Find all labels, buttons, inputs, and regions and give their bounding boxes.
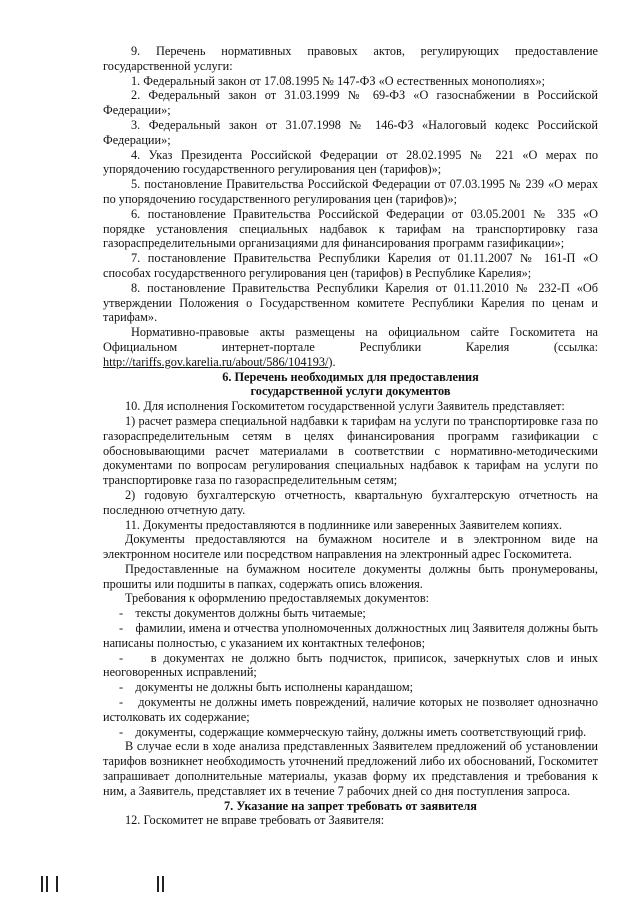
paragraph-10-item: 2) годовую бухгалтерскую отчетность, квартальную бухгалтерскую отчетность на последнюю отчетную дату. <box>103 487 598 517</box>
requirement-item <box>103 621 598 651</box>
laws-list <box>103 74 598 326</box>
requirements-title: Требования к оформлению предоставляемых документов: <box>125 591 430 606</box>
section-7-heading: 7. Указание на запрет требовать от заявителя <box>224 798 477 813</box>
requirement-item <box>103 680 598 695</box>
bullet-dash: - <box>119 695 124 710</box>
requirement-item <box>103 695 598 725</box>
bullet-dash: - <box>119 680 124 695</box>
paragraph-11-paper: Предоставленные на бумажном носителе документы должны быть пронумерованы, прошиты или подшиты в папках, содержать опись вложения. <box>103 561 598 591</box>
requirement-text: документы, содержащие коммерческую тайну, должны иметь соответствующий гриф. <box>135 724 587 739</box>
requirement-text: в документах не должно быть подчисток, приписок, зачеркнутых слов и иных неоговоренных исправлений; <box>103 650 599 680</box>
requirement-text: документы не должны иметь повреждений, наличие которых не позволяет однозначно истолковать их содержание; <box>103 695 598 724</box>
law-item: 5. постановление Правительства Российской Федерации от 07.03.1995 № 239 «О мерах по упорядочению государственного регулирования цен (тарифов)»; <box>103 177 598 206</box>
paragraph-9: 9. Перечень нормативных правовых актов, регулирующих предоставление государственной услуги: <box>103 44 598 73</box>
scan-edge-mark <box>46 876 48 892</box>
bullet-dash: - <box>119 650 124 665</box>
requirement-item <box>103 725 598 740</box>
document-body <box>103 44 598 828</box>
requirements-list <box>103 606 598 739</box>
section-6-heading-line-1: 6. Перечень необходимых для предоставления <box>222 369 479 384</box>
scan-edge-mark <box>56 876 58 892</box>
paragraph-11-forms: Документы предоставляются на бумажном носителе и в электронном виде на электронном носителе или посредством направления на электронный адрес Госкомитета. <box>103 532 598 562</box>
scan-edge-mark <box>157 876 159 892</box>
scan-edge-mark <box>41 876 43 892</box>
paragraph-10-item: 1) расчет размера специальной надбавки к тарифам на услуги по транспортировке газа по газораспределительным сетям в целях финансирования программ газификации с обосновывающими расчет материалами в соответствии с нормативно-методическими документами по вопросам регулирования специальных надбавок к тарифам на услуги по транспортировке газа по газораспределительным сетям; <box>103 413 598 488</box>
paragraph-11: 11. Документы предоставляются в подлиннике или заверенных Заявителем копиях. <box>125 517 562 532</box>
paragraph-12: 12. Госкомитет не вправе требовать от Заявителя: <box>125 813 385 828</box>
requirement-item <box>103 606 598 621</box>
paragraph-10: 10. Для исполнения Госкомитетом государственной услуги Заявитель представляет: <box>125 399 565 414</box>
bullet-dash: - <box>119 724 124 739</box>
requirement-text: тексты документов должны быть читаемые; <box>135 606 366 621</box>
scan-edge-mark <box>162 876 164 892</box>
requirement-item <box>103 651 598 681</box>
acts-note-text: Нормативно-правовые акты размещены на официальном сайте Госкомитета на Официальном интернет-портале Республики Карелия (ссылка: <box>103 325 598 354</box>
bullet-dash: - <box>119 621 124 636</box>
law-item: 6. постановление Правительства Российской Федерации от 03.05.2001 № 335 «О порядке установления специальных надбавок к тарифам на транспортировку газа газораспределительными организациями для финансирования программ газификации»; <box>103 206 598 251</box>
requirement-text: фамилии, имена и отчества уполномоченных должностных лиц Заявителя должны быть написаны полностью, с указанием их контактных телефонов; <box>103 621 598 650</box>
analysis-paragraph: В случае если в ходе анализа представленных Заявителем предложений об установлении тарифов возникнет необходимость уточнений предложений либо их обоснований, Госкомитет запрашивает дополнительные материалы, указав форму их представления и требования к ним, а Заявитель, представляет их в течение 7 рабочих дней со дня поступления запроса. <box>103 739 598 798</box>
section-6-heading-line-2: государственной услуги документов <box>250 384 451 399</box>
bullet-dash: - <box>119 606 124 621</box>
law-item: 1. Федеральный закон от 17.08.1995 № 147-ФЗ «О естественных монополиях»; <box>131 73 546 88</box>
requirement-text: документы не должны быть исполнены карандашом; <box>135 680 414 695</box>
acts-link[interactable]: http://tariffs.gov.karelia.ru/about/586/104193/ <box>103 354 329 369</box>
acts-note <box>103 325 598 369</box>
law-item: 8. постановление Правительства Республики Карелия от 01.11.2010 № 232-П «Об утверждении Положения о Государственном комитете Республики Карелия по ценам и тарифам». <box>103 280 598 325</box>
law-item: 2. Федеральный закон от 31.03.1999 № 69-ФЗ «О газоснабжении в Российской Федерации»; <box>103 88 598 118</box>
acts-note-tail: ). <box>328 354 336 369</box>
law-item: 7. постановление Правительства Республики Карелия от 01.11.2007 № 161-П «О способах государственного регулирования цен (тарифов) в Республике Карелия»; <box>103 251 598 280</box>
law-item: 4. Указ Президента Российской Федерации от 28.02.1995 № 221 «О мерах по упорядочению государственного регулирования цен (тарифов)»; <box>103 147 598 177</box>
law-item: 3. Федеральный закон от 31.07.1998 № 146-ФЗ «Налоговый кодекс Российской Федерации»; <box>103 117 598 147</box>
